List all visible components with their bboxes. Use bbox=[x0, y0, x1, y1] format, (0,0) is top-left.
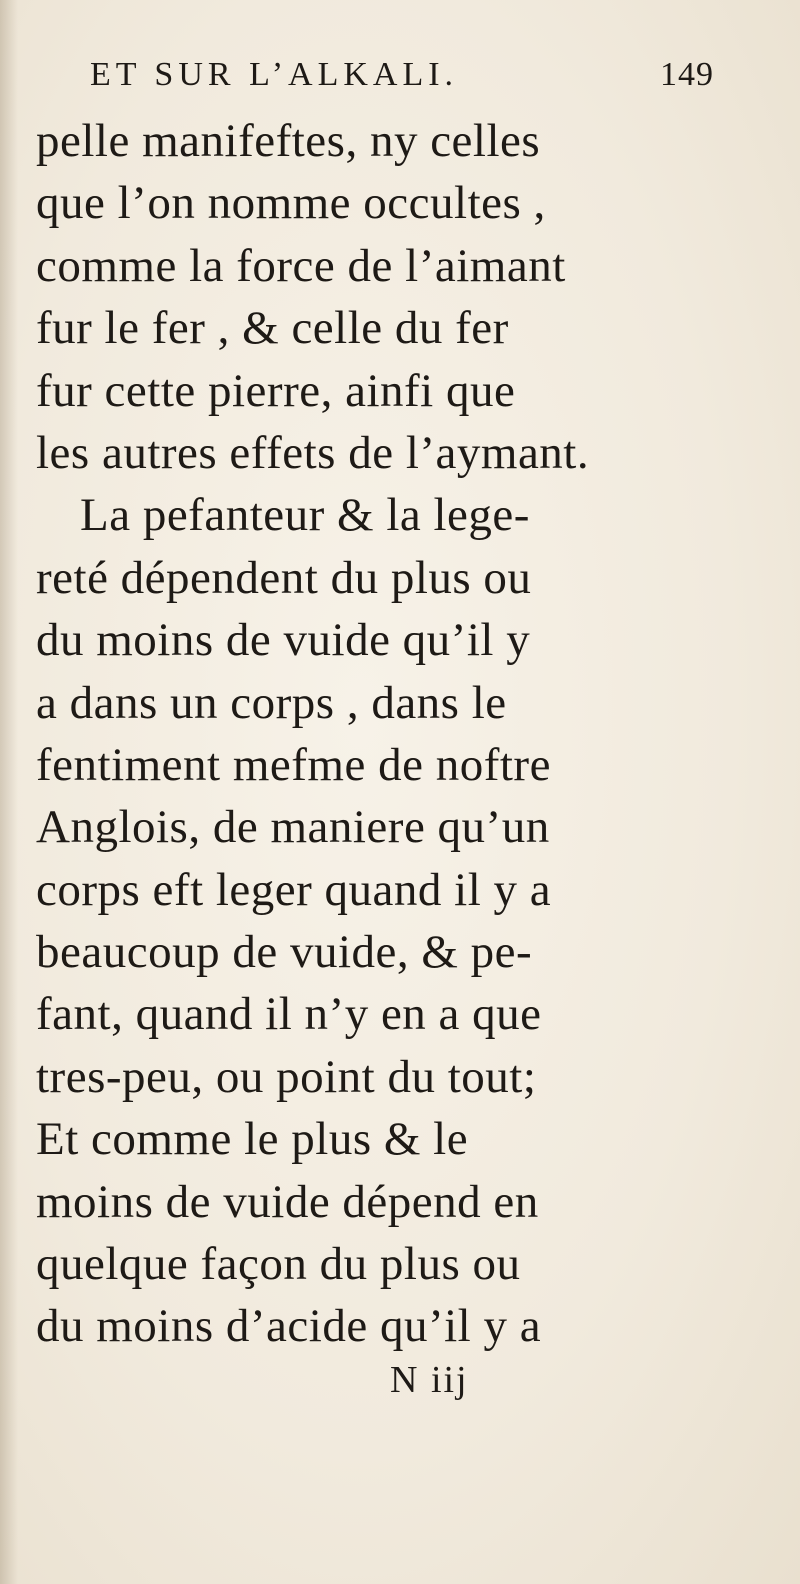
text-line: Anglois, de maniere qu’un bbox=[36, 801, 550, 854]
text-line: beaucoup de vuide, & pe- bbox=[36, 926, 533, 979]
body-text bbox=[36, 110, 776, 1358]
text-line: Et comme le plus & le bbox=[36, 1113, 469, 1166]
running-head bbox=[90, 56, 780, 100]
text-line: fentiment mefme de noftre bbox=[36, 738, 551, 791]
text-line: du moins d’acide qu’il y a bbox=[36, 1300, 542, 1353]
paragraph-start-line: La pefanteur & la lege- bbox=[80, 489, 530, 542]
text-line: corps eft leger quand il y a bbox=[36, 863, 552, 916]
text-line: tres-peu, ou point du tout; bbox=[36, 1050, 537, 1103]
text-line: comme la force de l’aimant bbox=[36, 239, 566, 292]
text-line: pelle manifeftes, ny celles bbox=[36, 115, 541, 167]
text-line: fur cette pierre, ainfi que bbox=[36, 364, 516, 417]
text-line: a dans un corps , dans le bbox=[36, 676, 507, 729]
text-line: fant, quand il n’y en a que bbox=[36, 988, 542, 1041]
text-line: quelque façon du plus ou bbox=[36, 1238, 521, 1291]
text-line: reté dépendent du plus ou bbox=[36, 551, 532, 604]
text-line: moins de vuide dépend en bbox=[36, 1175, 539, 1228]
text-line: que l’on nomme occultes , bbox=[36, 177, 546, 230]
page-number: 149 bbox=[660, 56, 714, 93]
text-line: fur le fer , & celle du fer bbox=[36, 302, 509, 355]
text-line: du moins de vuide qu’il y bbox=[36, 614, 531, 667]
text-line: les autres effets de l’aymant. bbox=[36, 426, 590, 479]
running-title: ET SUR L’ALKALI. bbox=[90, 56, 459, 93]
signature-mark: N iij bbox=[390, 1359, 469, 1401]
